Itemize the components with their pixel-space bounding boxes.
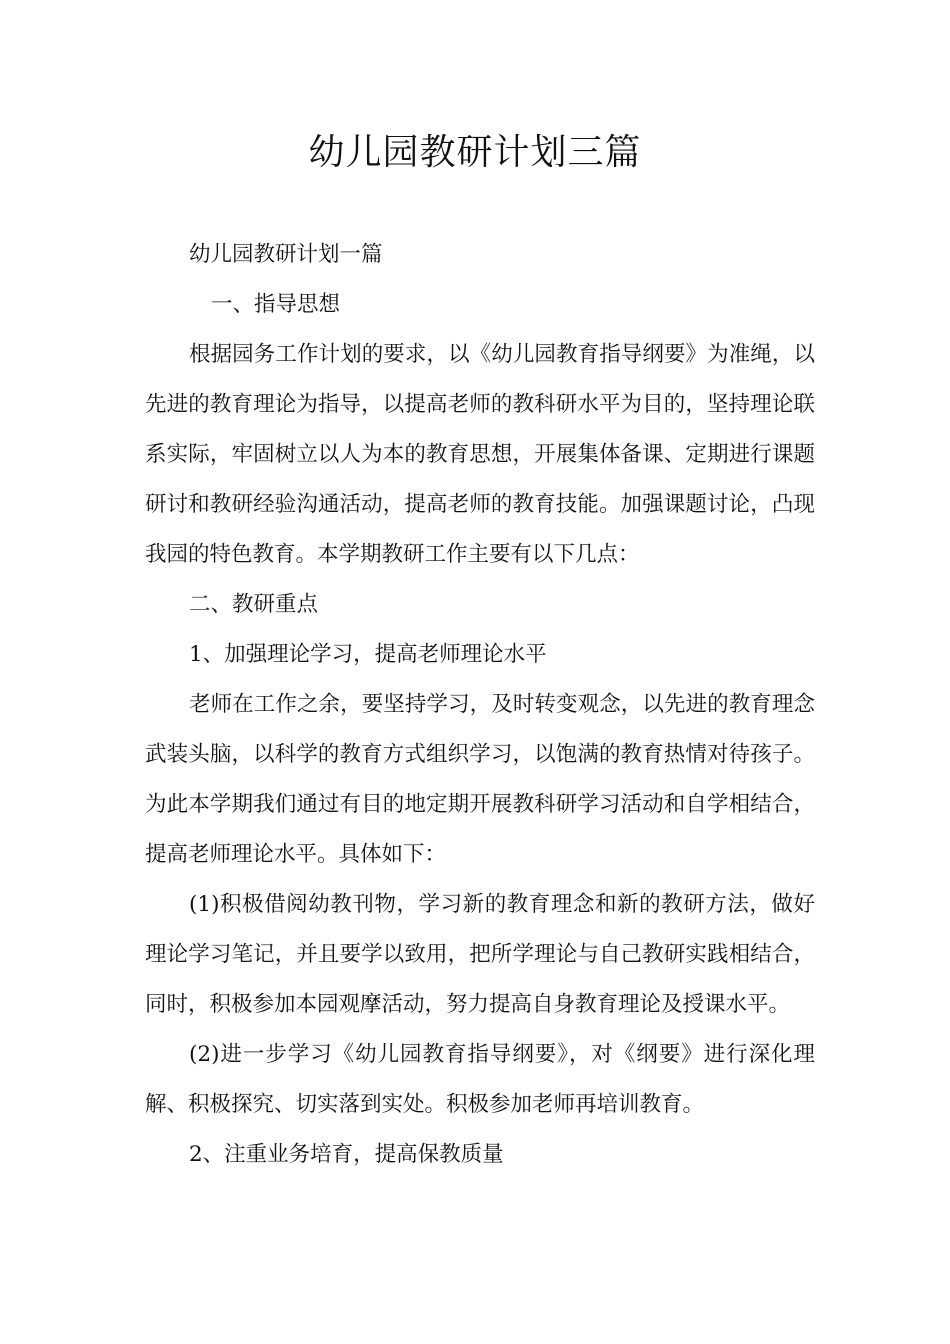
- subsection-heading: 二、教研重点: [189, 592, 319, 617]
- list-item: (2)进一步学习《幼儿园教育指导纲要》，对《纲要》进行深化理解、积极探究、切实落到实处。积极参加老师再培训教育。: [145, 1042, 815, 1117]
- document-body: [145, 230, 815, 1180]
- list-item: (1)积极借阅幼教刊物，学习新的教育理念和新的教研方法，做好理论学习笔记，并且要学以致用，把所学理论与自己教研实践相结合，同时，积极参加本园观摩活动，努力提高自身教育理论及授课水平。: [145, 892, 815, 1017]
- section-heading: 幼儿园教研计划一篇: [189, 242, 383, 267]
- body-paragraph: 老师在工作之余，要坚持学习，及时转变观念，以先进的教育理念武装头脑，以科学的教育方式组织学习，以饱满的教育热情对待孩子。为此本学期我们通过有目的地定期开展教科研学习活动和自学相结合，提高老师理论水平。具体如下：: [145, 692, 815, 867]
- list-heading: 1、加强理论学习，提高老师理论水平: [189, 642, 547, 667]
- body-paragraph: 根据园务工作计划的要求，以《幼儿园教育指导纲要》为准绳，以先进的教育理论为指导，以提高老师的教科研水平为目的，坚持理论联系实际，牢固树立以人为本的教育思想，开展集体备课、定期进行课题研讨和教研经验沟通活动，提高老师的教育技能。加强课题讨论，凸现我园的特色教育。本学期教研工作主要有以下几点：: [145, 342, 815, 567]
- list-heading: 2、注重业务培育，提高保教质量: [189, 1142, 504, 1167]
- document-title: 幼儿园教研计划三篇: [308, 132, 642, 173]
- subsection-heading: 一、指导思想: [211, 292, 341, 317]
